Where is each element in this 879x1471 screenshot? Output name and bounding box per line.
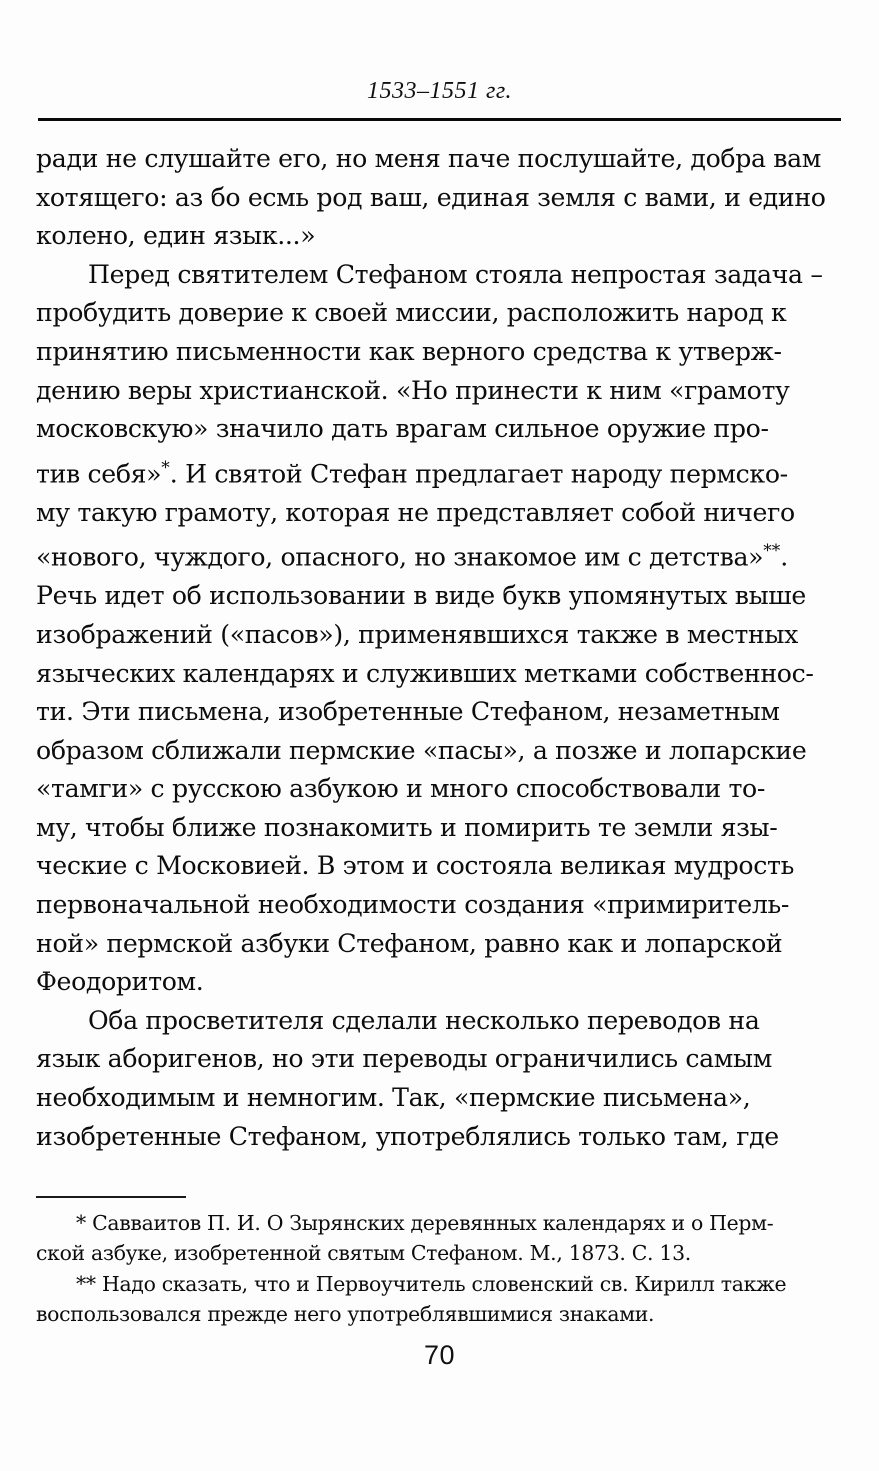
footnote-continuation-line: ской азбуке, изобретенной святым Стефаном. М., 1873. С. 13. [36,1241,691,1266]
footnote-reference-mark: ** [763,541,781,562]
body-line: Оба просветителя сделали несколько переводов на [88,1005,760,1035]
body-line: изображений («пасов»), применявшихся также в местных [36,619,798,649]
body-line: изобретенные Стефаном, употреблялись только там, где [36,1121,779,1151]
body-line: му такую грамоту, которая не представляет собой ничего [36,497,795,527]
footnote-reference-mark: * [161,457,170,478]
footnote-continuation-line: воспользовался прежде него употреблявшимися знаками. [36,1302,655,1327]
body-line: «тамги» с русскою азбукою и много способствовали то- [36,774,766,804]
footnotes-block [36,1208,844,1330]
body-line: колено, един язык...» [36,221,316,251]
body-line: пробудить доверие к своей миссии, расположить народ к [36,298,787,328]
footnote-separator-rule [36,1196,186,1198]
body-line: образом сближали пермские «пасы», а позже и лопарские [36,735,807,765]
body-line: московскую» значило дать врагам сильное оружие про- [36,414,769,444]
body-line: языческих календарях и служивших метками собственнос- [36,658,814,688]
footnote-entry: ** Надо сказать, что и Первоучитель словенский св. Кирилл также [76,1271,787,1296]
body-line: хотящего: аз бо есмь род ваш, единая земля с вами, и едино [36,182,826,212]
body-line-text: тив себя» [36,459,162,489]
body-line: дению веры христианской. «Но принести к ним «грамоту [36,375,790,405]
body-line: Феодоритом. [36,967,204,997]
footnote-entry: * Савваитов П. И. О Зырянских деревянных календарях и о Перм- [76,1211,774,1235]
body-line-text: «нового, чуждого, опасного, но знакомое им с детства» [36,542,764,572]
body-line: му, чтобы ближе познакомить и помирить те земли язы- [36,812,778,842]
body-line: Речь идет об использовании в виде букв упомянутых выше [36,581,806,611]
body-line [36,532,844,577]
body-line: принятию письменности как верного средства к утверж- [36,336,782,366]
body-line: Перед святителем Стефаном стояла непростая задача – [88,259,823,289]
body-text-block [36,140,844,1156]
body-line: ческие с Московией. В этом и состояла великая мудрость [36,851,794,881]
page-number: 70 [423,1340,456,1370]
running-head: 1533–1551 гг. [367,78,512,104]
body-line: первоначальной необходимости создания «примиритель- [36,890,789,920]
body-line [36,449,844,494]
body-line: необходимым и немногим. Так, «пермские письмена», [36,1083,751,1113]
body-line-text: . [780,542,788,572]
body-line: язык аборигенов, но эти переводы ограничились самым [36,1044,772,1074]
body-line-text: . И святой Стефан предлагает народу пермско- [169,459,788,489]
body-line: ради не слушайте его, но меня паче послушайте, добра вам [36,144,822,173]
body-line: ти. Эти письмена, изобретенные Стефаном, незаметным [36,697,780,727]
body-line: ной» пермской азбуки Стефаном, равно как и лопарской [36,928,783,958]
header-rule [38,118,841,121]
